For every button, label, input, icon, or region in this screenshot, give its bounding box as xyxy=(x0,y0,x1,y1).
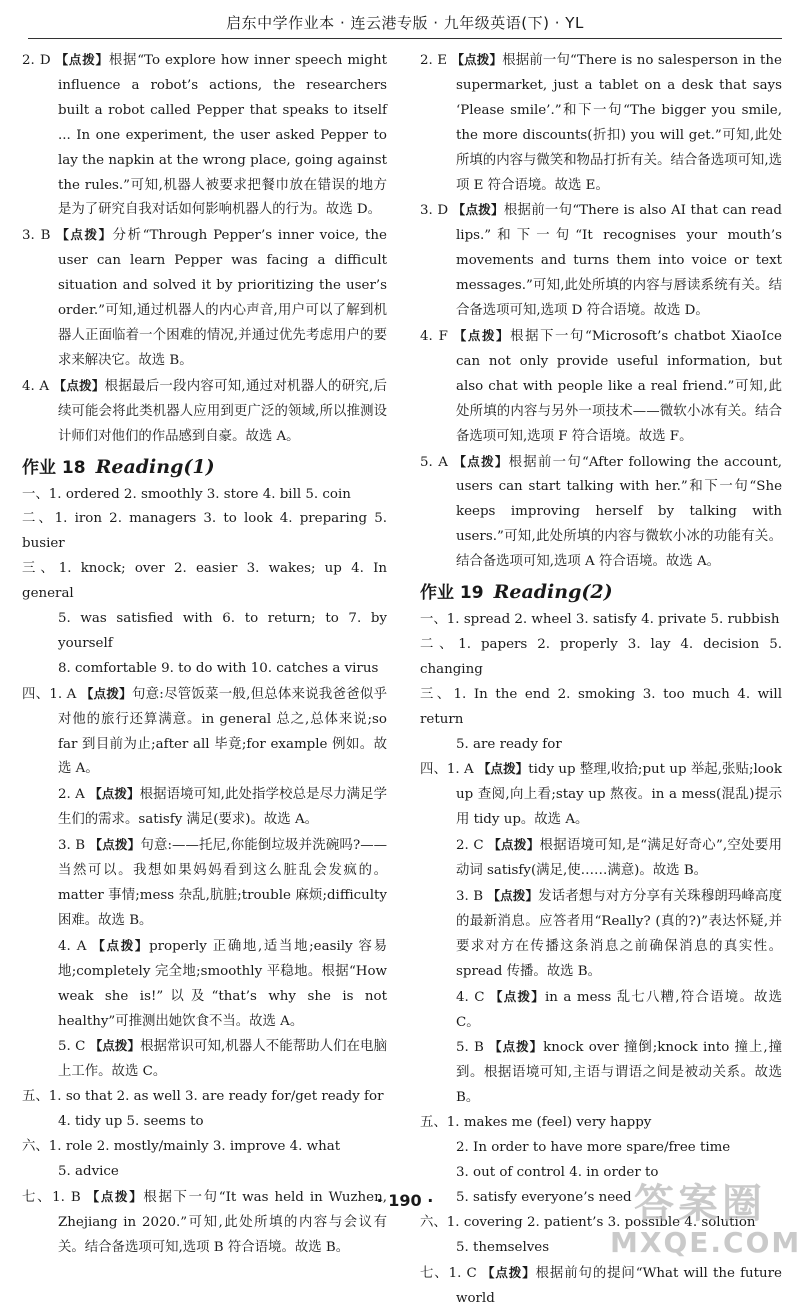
section-2-answers: 二、1. iron 2. managers 3. to look 4. preparing 5. busier xyxy=(22,511,387,552)
answer-3b: 3. B 【点拨】分析“Through Pepper’s inner voice, the user can learn Pepper was facing a difficult situation and solved it by prioritizing the user’s order.”可知,通过机器人的内心声音,用户可以了解到机器人正面临着一个困难的情况,并通过优先考虑用户的要求来解决它。故选 B。 xyxy=(22,227,387,368)
answer-3d: 3. D 【点拨】根据前一句“There is also AI that can read lips.”和下一句“It recognises your mouth’s movements and turns them into voice or text messages.”可知,此处所填的内容与唇读系统有关。结合备选项可知,选项 D 符合语境。故选 D。 xyxy=(420,202,782,319)
section-3-answers-19a: 三、1. In the end 2. smoking 3. too much 4. will return xyxy=(420,686,782,727)
section-4-answer-1: 四、1. A 【点拨】句意:尽管饭菜一般,但总体来说我爸爸似乎对他的旅行还算满意。in general 总之,总体来说;so far 到目前为止;after all 毕竟;for example 例如。故选 A。 xyxy=(22,685,387,777)
section-4-answer-4: 4. A 【点拨】properly 正确地,适当地;easily 容易地;completely 完全地;smoothly 平稳地。根据“How weak she is!”以及“that’s why she is not healthy”可推测出她饮食不当。故选 A。 xyxy=(58,937,387,1029)
answer-5a: 5. A 【点拨】根据前一句“After following the account, users can start talking with her.”和下一句“She keeps improving herself by talking with users.”可知,此处所填的内容与微软小冰的功能有关。结合备选项可知,选项 A 符合语境。故选 A。 xyxy=(420,453,782,570)
section-5-answers-19a: 五、1. makes me (feel) very happy xyxy=(420,1115,652,1131)
section-3-answers-a: 三、1. knock; over 2. easier 3. wakes; up 4. In general xyxy=(22,561,387,602)
section-5-answers-19d: 5. satisfy everyone’s need xyxy=(456,1189,632,1205)
section-heading-18: 作业 18 Reading(1) xyxy=(22,455,215,478)
section-4-answer-19-1: 四、1. A 【点拨】tidy up 整理,收拾;put up 举起,张贴;look up 查阅,向上看;stay up 熬夜。in a mess(混乱)提示用 tidy up。故选 A。 xyxy=(420,761,782,828)
section-4-answer-19-5: 5. B 【点拨】knock over 撞倒;knock into 撞上,撞到。根据语境可知,主语与谓语之间是被动关系。故选 B。 xyxy=(456,1039,782,1106)
section-5-answers-19b: 2. In order to have more spare/free time xyxy=(456,1140,731,1156)
section-1-answers-19: 一、1. spread 2. wheel 3. satisfy 4. private 5. rubbish xyxy=(420,612,780,628)
section-4-answer-19-4: 4. C 【点拨】in a mess 乱七八糟,符合语境。故选 C。 xyxy=(456,988,782,1030)
section-5-answers-19c: 3. out of control 4. in order to xyxy=(456,1164,659,1180)
section-6-answers-19a: 六、1. covering 2. patient’s 3. possible 4. solution xyxy=(420,1214,756,1230)
right-column xyxy=(420,48,782,1311)
answer-2e: 2. E 【点拨】根据前一句“There is no salesperson in the supermarket, just a tablet on a desk that says ‘Please smile’.”和下一句“The bigger you smile, the more discounts(折扣) you will get.”可知,此处所填的内容与微笑和物品打折有关。结合备选项可知,选项 E 符合语境。故选 E。 xyxy=(420,52,782,193)
section-4-answer-19-3: 3. B 【点拨】发话者想与对方分享有关珠穆朗玛峰高度的最新消息。应答者用“Really? (真的?)”表达怀疑,并要求对方在传播这条消息之前确保消息的真实性。spread 传播。故选 B。 xyxy=(456,888,782,979)
answer-4a: 4. A 【点拨】根据最后一段内容可知,通过对机器人的研究,后续可能会将此类机器人应用到更广泛的领域,所以推测设计师们对他们的作品感到自豪。故选 A。 xyxy=(22,377,387,444)
answer-4f: 4. F 【点拨】根据下一句“Microsoft’s chatbot XiaoIce can not only provide useful information, but also chat with people like a real friend.”可知,此处所填的内容与另外一项技术——微软小冰有关。结合备选项可知,选项 F 符合语境。故选 F。 xyxy=(420,327,782,444)
section-6-answers-19b: 5. themselves xyxy=(456,1239,550,1255)
section-3-answers-c: 8. comfortable 9. to do with 10. catches a virus xyxy=(58,660,379,676)
section-heading-19: 作业 19 Reading(2) xyxy=(420,581,613,604)
section-5-answers-a: 五、1. so that 2. as well 3. are ready for/get ready for xyxy=(22,1089,384,1105)
section-7-answer-19-1: 七、1. C 【点拨】根据前句的提问“What will the future world xyxy=(420,1264,782,1306)
section-7-answer-1: 七、1. B 【点拨】根据下一句“It was held in Wuzhen, Zhejiang in 2020.”可知,此处所填的内容与会议有关。结合备选项可知,选项 B 符合语境。故选 B。 xyxy=(22,1188,387,1255)
section-4-answer-19-2: 2. C 【点拨】根据语境可知,是“满足好奇心”,空处要用动词 satisfy(满足,使……满意)。故选 B。 xyxy=(456,837,782,879)
section-4-answer-3: 3. B 【点拨】句意:——托尼,你能倒垃圾并洗碗吗?——当然可以。我想如果妈妈看到这么脏乱会发疯的。matter 事情;mess 杂乱,肮脏;trouble 麻烦;difficulty 困难。故选 B。 xyxy=(58,837,387,928)
section-6-answers-b: 5. advice xyxy=(58,1163,119,1179)
section-5-answers-b: 4. tidy up 5. seems to xyxy=(58,1114,204,1130)
watermark-logo xyxy=(610,1181,802,1266)
section-2-answers-19: 二、1. papers 2. properly 3. lay 4. decision 5. changing xyxy=(420,636,782,677)
page-header: 启东中学作业本 · 连云港专版 · 九年级英语(下) · YL xyxy=(28,12,782,39)
section-3-answers-b: 5. was satisfied with 6. to return; to 7. by yourself xyxy=(58,611,387,651)
page-number: · 190 · xyxy=(376,1191,434,1210)
section-6-answers-a: 六、1. role 2. mostly/mainly 3. improve 4. what xyxy=(22,1139,341,1155)
left-column xyxy=(22,48,387,1261)
section-4-answer-5: 5. C 【点拨】根据常识可知,机器人不能帮助人们在电脑上工作。故选 C。 xyxy=(58,1038,387,1080)
watermark-text-bottom: MXQE.COM xyxy=(610,1226,802,1259)
answer-2d: 2. D 【点拨】根据“To explore how inner speech might influence a robot’s actions, the researchers built a robot called Pepper that speaks to itself ... In one experiment, the user asked Pepper to lay the napkin at the wrong place, going against the rules.”可知,机器人被要求把餐巾放在错误的地方是为了研究自我对话如何影响机器人的行为。故选 D。 xyxy=(22,52,387,218)
section-4-answer-2: 2. A 【点拨】根据语境可知,此处指学校总是尽力满足学生们的需求。satisfy 满足(要求)。故选 A。 xyxy=(58,786,387,828)
section-3-answers-19b: 5. are ready for xyxy=(456,736,562,752)
watermark-text-top: 答案圈 xyxy=(634,1181,766,1227)
section-1-answers: 一、1. ordered 2. smoothly 3. store 4. bill 5. coin xyxy=(22,486,351,502)
